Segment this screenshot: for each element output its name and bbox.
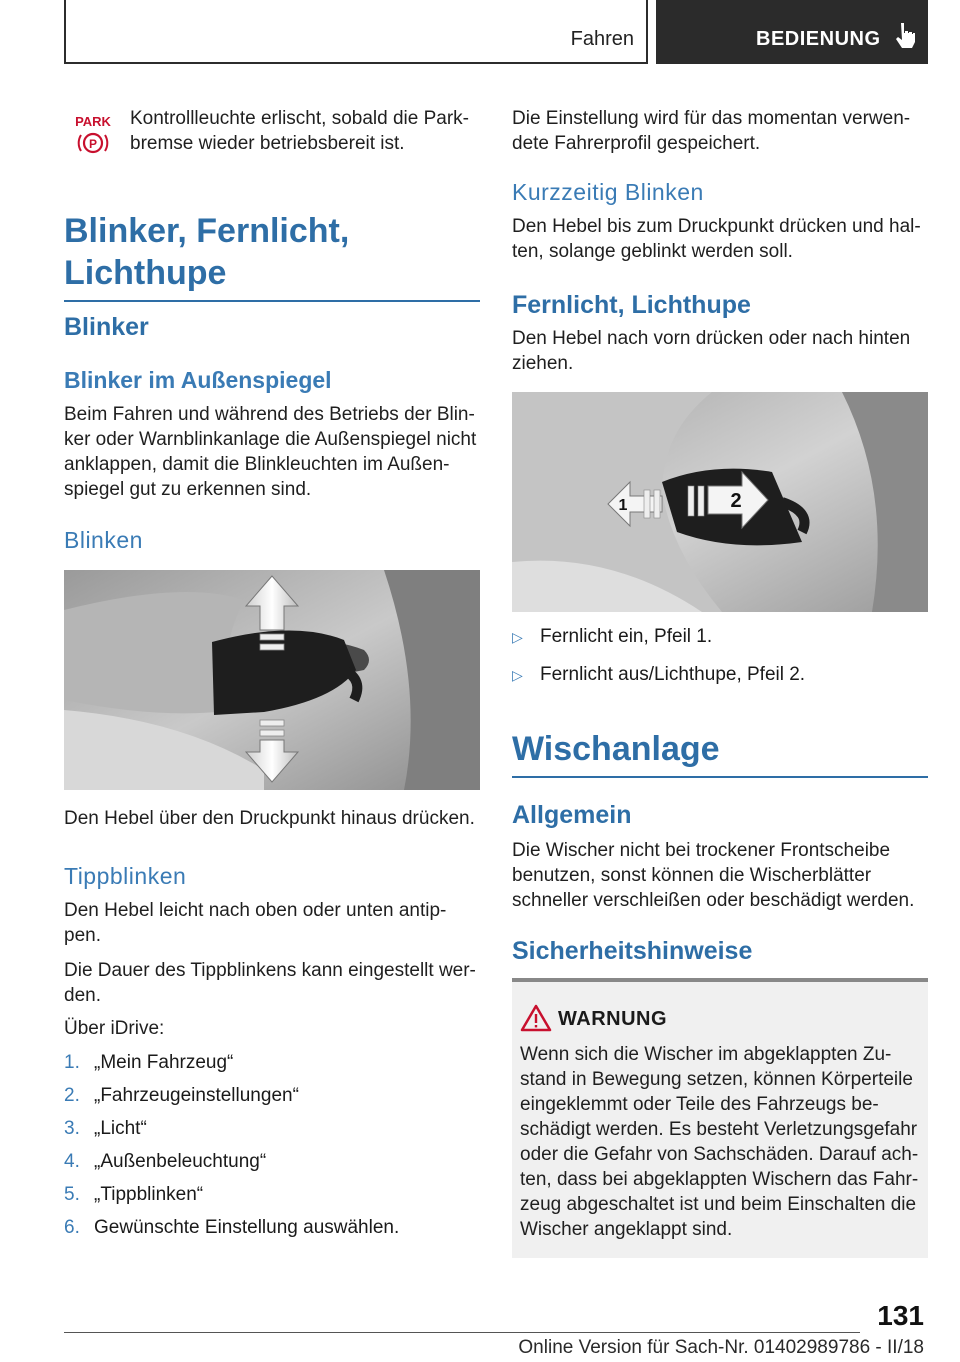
list-item: 6. Gewünschte Einstellung auswählen. bbox=[64, 1217, 400, 1238]
list-item: 2. „Fahrzeugeinstellungen“ bbox=[64, 1085, 299, 1106]
heading-sicherheitshinweise: Sicherheitshinweise bbox=[512, 937, 753, 965]
header-chapter-box bbox=[656, 0, 928, 64]
dauer-paragraph: Die Dauer des Tippblinkens kann eingestellt wer- den. bbox=[64, 960, 476, 1006]
idrive-label: Über iDrive: bbox=[64, 1018, 165, 1039]
heading-wischanlage: Wischanlage bbox=[512, 728, 928, 778]
section-title bbox=[64, 210, 480, 302]
triangle-bullet-icon: ▷ bbox=[512, 667, 523, 683]
heading-fernlicht: Fernlicht, Lichthupe bbox=[512, 291, 751, 319]
wischanlage-title-block bbox=[512, 728, 928, 778]
heading-blinken: Blinken bbox=[64, 527, 143, 553]
header-chapter-label: BEDIENUNG bbox=[756, 28, 881, 50]
park-note-text: Kontrollleuchte erlischt, sobald die Park- bremse wieder betriebsbereit ist. bbox=[130, 108, 470, 154]
warning-text: Wenn sich die Wischer im abgeklappten Zu- stand in Bewegung setzen, können Körperteile eingeklemmt oder Teile des Fahrzeugs be- schädigt werden. Es besteht Verletzungsgefahr oder die Gefahr von Sachschäden. Darauf ach- ten, dass bei abgeklappten Wischern das Fahr- zeug abgeschaltet ist und beim Einschalten die Wischer angeklappt sind. bbox=[520, 1044, 919, 1240]
list-item: 5. „Tippblinken“ bbox=[64, 1184, 204, 1205]
warning-title: WARNUNG bbox=[558, 1008, 668, 1030]
list-item: ▷ Fernlicht ein, Pfeil 1. bbox=[512, 624, 932, 650]
svg-text:PARK: PARK bbox=[75, 114, 111, 129]
idrive-steps bbox=[64, 1050, 484, 1248]
kurz-paragraph: Den Hebel bis zum Druckpunkt drücken und hal- ten, solange geblinkt werden soll. bbox=[512, 216, 921, 262]
heading-blinker: Blinker bbox=[64, 313, 149, 341]
page-title: Blinker, Fernlicht, Lichthupe bbox=[64, 210, 480, 302]
fern-paragraph: Den Hebel nach vorn drücken oder nach hinten ziehen. bbox=[512, 328, 911, 374]
list-item: 3. „Licht“ bbox=[64, 1118, 147, 1139]
mirror-paragraph: Beim Fahren und während des Betriebs der Blin- ker oder Warnblinkanlage die Außenspiegel nicht anklappen, damit die Blinkleuchten im Außen- spiegel gut zu erkennen sind. bbox=[64, 404, 477, 500]
triangle-bullet-icon: ▷ bbox=[512, 629, 523, 645]
lever-up-down-illustration bbox=[64, 570, 480, 790]
blinken-text: Den Hebel über den Druckpunkt hinaus drücken. bbox=[64, 808, 475, 829]
fernlicht-bullets bbox=[512, 624, 932, 700]
svg-text:P: P bbox=[88, 137, 98, 151]
list-item: ▷ Fernlicht aus/Lichthupe, Pfeil 2. bbox=[512, 662, 932, 688]
list-item: 4. „Außenbeleuchtung“ bbox=[64, 1151, 267, 1172]
warning-box bbox=[512, 978, 928, 1258]
list-item: 1. „Mein Fahrzeug“ bbox=[64, 1052, 234, 1073]
heading-tippblinken: Tippblinken bbox=[64, 863, 187, 889]
header-section-label: Fahren bbox=[570, 28, 634, 50]
tipp-paragraph: Den Hebel leicht nach oben oder unten antip- pen. bbox=[64, 900, 447, 946]
allgemein-paragraph: Die Wischer nicht bei trockener Frontscheibe benutzen, sonst können die Wischerblätter schneller verschleißen oder beschädigt werden. bbox=[512, 840, 915, 911]
profile-note: Die Einstellung wird für das momentan verwen- dete Fahrerprofil gespeichert. bbox=[512, 108, 911, 154]
lever-forward-back-illustration bbox=[512, 392, 928, 612]
svg-text:1: 1 bbox=[618, 497, 628, 514]
heading-mirror-blinker: Blinker im Außenspiegel bbox=[64, 367, 332, 393]
header-section-box bbox=[64, 0, 648, 64]
park-brake-icon bbox=[74, 112, 112, 156]
hand-pointer-icon bbox=[894, 22, 916, 48]
heading-kurzzeitig: Kurzzeitig Blinken bbox=[512, 179, 704, 205]
svg-text:2: 2 bbox=[730, 490, 742, 512]
footer-online-version: Online Version für Sach-Nr. 01402989786 - II/18 bbox=[518, 1337, 924, 1358]
warning-triangle-icon bbox=[520, 1004, 552, 1032]
footer-divider bbox=[64, 1332, 860, 1333]
heading-allgemein: Allgemein bbox=[512, 801, 632, 829]
page-number: 131 bbox=[877, 1300, 924, 1331]
